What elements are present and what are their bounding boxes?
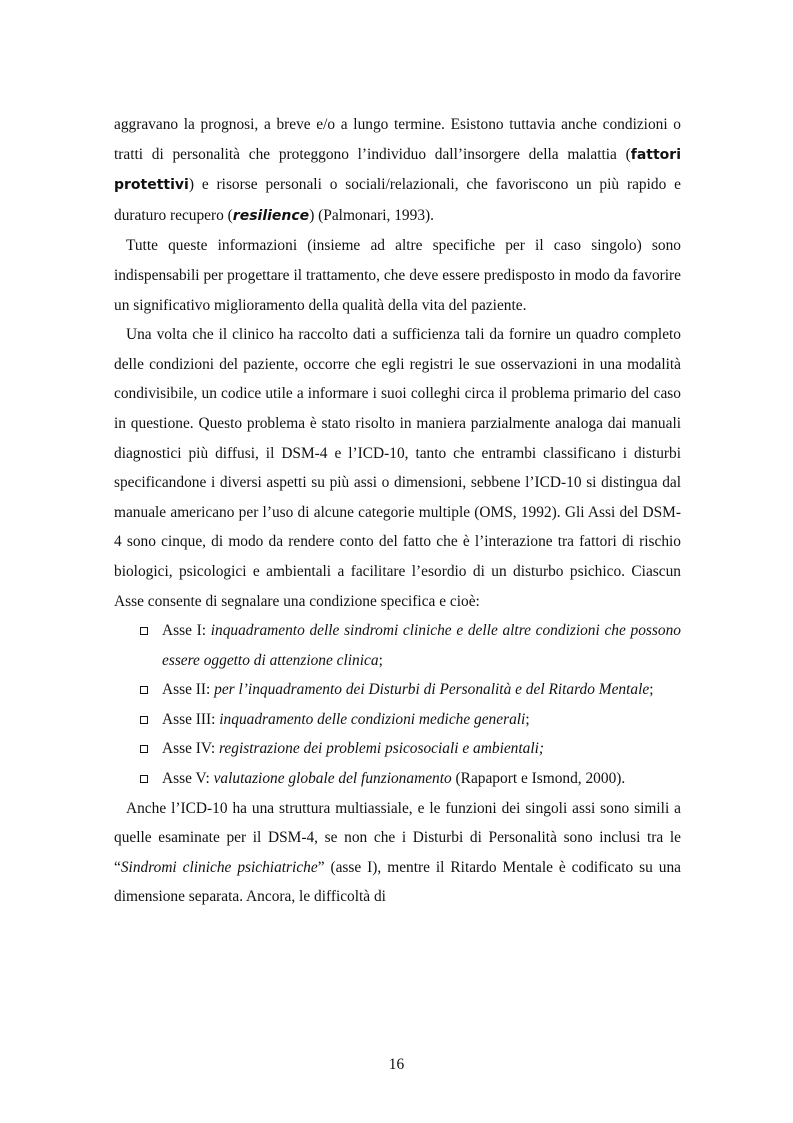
checkbox-bullet-icon [140,775,148,783]
paragraph-prognosis [114,110,681,231]
paragraph-treatment: Tutte queste informazioni (insieme ad altre specifiche per il caso singolo) sono indispensabili per progettare il trattamento, che deve essere predisposto in modo da favorire un significativo miglioramento della qualità della vita del paziente. [114,237,681,314]
text-run: ) e risorse personali o sociali/relazionali, che favoriscono un più rapido e duraturo recupero ( [114,176,681,224]
list-item: Asse II: per l’inquadramento dei Disturbi di Personalità e del Ritardo Mentale; [114,675,681,705]
axes-list [114,616,681,794]
body-text [114,110,681,912]
checkbox-bullet-icon [140,627,148,635]
checkbox-bullet-icon [140,745,148,753]
term-clinical-syndromes: Sindromi cliniche psichiatriche [120,858,318,876]
paragraph-classification: Una volta che il clinico ha raccolto dati a sufficienza tali da fornire un quadro completo delle condizioni del paziente, occorre che egli registri le sue osservazioni in una modalità condivisibile, un codice utile a informare i suoi colleghi circa il problema primario del caso in questione. Questo problema è stato risolto in maniera parzialmente analoga dai manuali diagnostici più diffusi, il DSM-4 e l’ICD-10, tanto che entrambi classificano i disturbi specificandone i diversi aspetti su più assi o dimensioni, sebbene l’ICD-10 si distingua dal manuale americano per l’uso di alcune categorie multiple (OMS, 1992). Gli Assi del DSM-4 sono cinque, di modo da rendere conto del fatto che è l’interazione tra fattori di rischio biologici, psicologici e ambientali a facilitare l’esordio di un disturbo psichico. Ciascun Asse consente di segnalare una condizione specifica e cioè: [114,326,681,610]
checkbox-bullet-icon [140,716,148,724]
text-run: aggravano la prognosi, a breve e/o a lungo termine. Esistono tuttavia anche condizioni o tratti di personalità che proteggono l’individuo dall’insorgere della malattia ( [114,116,681,163]
checkbox-bullet-icon [140,686,148,694]
list-item: Asse I: inquadramento delle sindromi cliniche e delle altre condizioni che possono essere oggetto di attenzione clinica; [114,616,681,675]
page-number: 16 [388,1056,405,1073]
term-resilience: resilience [232,207,310,224]
list-item: Asse III: inquadramento delle condizioni mediche generali; [114,705,681,735]
list-item: Asse IV: registrazione dei problemi psicosociali e ambientali; [114,734,681,764]
text-run: ) (Palmonari, 1993). [309,206,434,224]
paragraph-icd10: Anche l’ICD-10 ha una struttura multiassiale, e le funzioni dei singoli assi sono simili a quelle esaminate per il DSM-4, se non che i Disturbi di Personalità sono inclusi tra le “Sindromi cliniche psichiatriche” (asse I), mentre il Ritardo Mentale è codificato su una dimensione separata. Ancora, le difficoltà di [114,799,681,906]
list-item: Asse V: valutazione globale del funzionamento (Rapaport e Ismond, 2000). [114,764,681,794]
term-protective-factors: fattori protettivi [114,146,681,194]
